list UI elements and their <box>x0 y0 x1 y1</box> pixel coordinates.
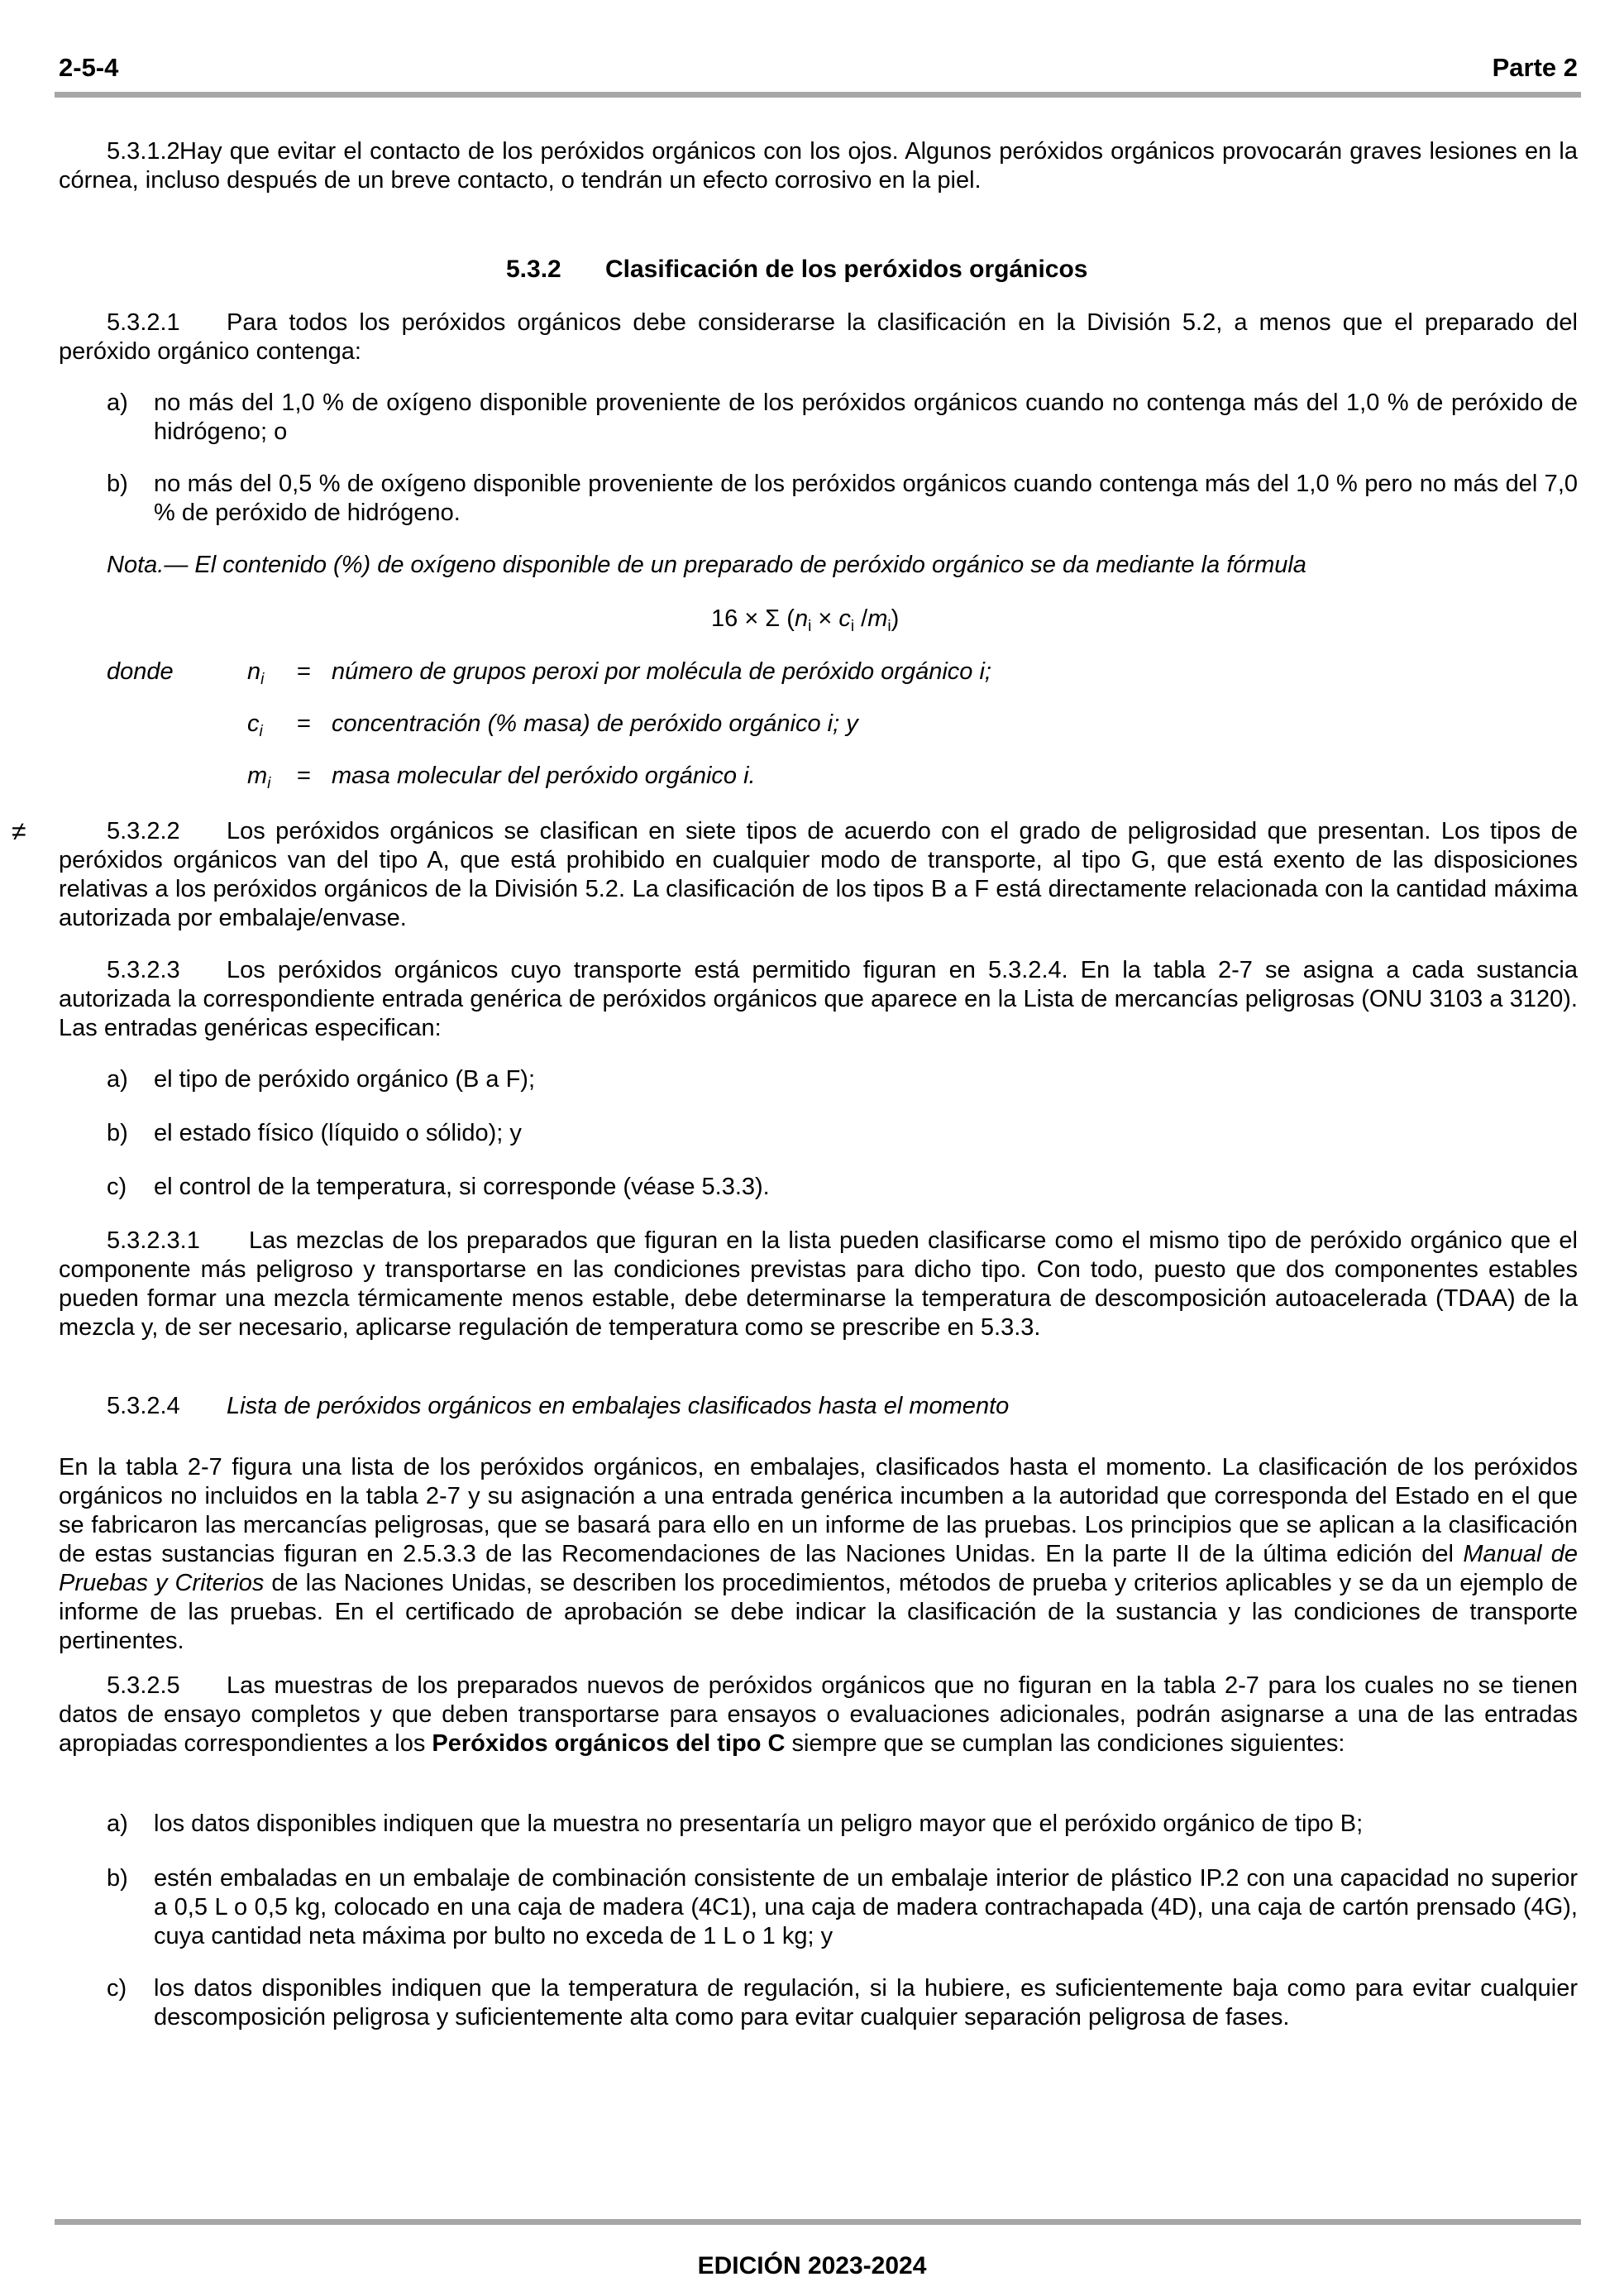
list-label: b) <box>107 1865 128 1892</box>
paragraph-number: 5.3.2.3 <box>107 957 180 983</box>
list-text: no más del 0,5 % de oxígeno disponible proveniente de los peróxidos orgánicos cuando contenga más del 1,0 % pero no más del 7,0 % de peróxido de hidrógeno. <box>154 471 1578 526</box>
change-mark: ≠ <box>12 816 26 846</box>
list-label: c) <box>107 1174 127 1200</box>
list-item <box>107 1864 1578 1951</box>
footer-rule <box>55 2219 1581 2225</box>
paragraph-text: En la tabla 2-7 figura una lista de los peróxidos orgánicos, en embalajes, clasificados hasta el momento. La clasificación de los peróxidos orgánicos no incluidos en la tabla 2-7 y su asignación a una entrada genérica incumben a la autoridad que corresponda del Estado en el que se fabricaron las mercancías peligrosas, que se basará para ello en un informe de las pruebas. Los principios que se aplican a la clasificación de estas sustancias figuran en 2.5.3.3 de las Recomendaciones de las Naciones Unidas. En la parte II de la última edición del <box>59 1454 1578 1567</box>
list-text: el estado físico (líquido o sólido); y <box>154 1120 522 1146</box>
paragraph-number: 5.3.2.2 <box>107 818 180 844</box>
list-label: b) <box>107 471 128 497</box>
definition-variable: $m_i$ <box>247 763 271 792</box>
definition-equals: = <box>297 710 311 737</box>
part-label: Parte 2 <box>1492 53 1578 82</box>
list-text: el tipo de peróxido orgánico (B a F); <box>154 1066 536 1093</box>
formula-subscript: i <box>808 618 812 635</box>
definition-text: masa molecular del peróxido orgánico i. <box>332 763 756 789</box>
paragraph-number: 5.3.2.4 <box>107 1393 180 1419</box>
paragraph-text: Los peróxidos orgánicos se clasifican en siete tipos de acuerdo con el grado de peligrosidad que presentan. Los tipos de peróxidos orgánicos van del tipo A, que está prohibido en cualquier modo de transporte, al tipo G, que está exento de las disposiciones relativas a los peróxidos orgánicos de la División 5.2. La clasificación de los tipos B a F está directamente relacionada con la cantidad máxima autorizada por embalaje/envase. <box>59 818 1578 931</box>
paragraph-5-3-1-2 <box>59 137 1578 195</box>
formula-n: n <box>794 605 809 632</box>
list-item <box>107 1119 1578 1148</box>
definition-equals: = <box>297 658 311 685</box>
formula-slash: / <box>854 605 868 632</box>
formula-subscript: i <box>850 618 855 635</box>
footer-edition: EDICIÓN 2023-2024 <box>697 2252 927 2279</box>
section-title: Clasificación de los peróxidos orgánicos <box>605 256 1088 283</box>
paragraph-5-3-2-5 <box>59 1672 1578 1758</box>
paragraph-text: Los peróxidos orgánicos cuyo transporte está permitido figuran en 5.3.2.4. En la tabla 2-7 se asigna a cada sustancia autorizada la correspondiente entrada genérica de peróxidos orgánicos que aparece en la Lista de mercancías peligrosas (ONU 3103 a 3120). Las entradas genéricas especifican: <box>59 957 1578 1041</box>
formula <box>711 605 899 634</box>
paragraph-text: siempre que se cumplan las condiciones siguientes: <box>785 1730 1345 1757</box>
list-item <box>107 1974 1578 2032</box>
formula-c: c <box>838 605 851 632</box>
list-item <box>107 470 1578 528</box>
formula-suffix: ) <box>891 605 900 632</box>
list-item <box>107 389 1578 447</box>
definition-variable: $n_i$ <box>247 658 265 688</box>
paragraph-number: 5.3.2.3.1 <box>107 1227 200 1254</box>
list-text: los datos disponibles indiquen que la muestra no presentaría un peligro mayor que el peróxido orgánico de tipo B; <box>154 1810 1364 1837</box>
list-item <box>107 1065 1578 1094</box>
list-label: b) <box>107 1120 128 1146</box>
list-text: estén embaladas en un embalaje de combinación consistente de un embalaje interior de plástico IP.2 con una capacidad no superior a 0,5 L o 0,5 kg, colocado en una caja de madera (4C1), una caja de madera contrachapada (4D), una caja de cartón prensado (4G), cuya cantidad neta máxima por bulto no exceda de 1 L o 1 kg; y <box>154 1865 1578 1949</box>
paragraph-text: Las mezclas de los preparados que figuran en la lista pueden clasificarse como el mismo tipo de peróxido orgánico que el componente más peligroso y transportarse en las condiciones previstas para dicho tipo. Con todo, puesto que dos componentes estables pueden formar una mezcla térmicamente menos estable, debe determinarse la temperatura de descomposición autoacelerada (TDAA) de la mezcla y, de ser necesario, aplicarse regulación de temperatura como se prescribe en 5.3.3. <box>59 1227 1578 1341</box>
donde-label: donde <box>107 658 174 685</box>
paragraph-number: 5.3.2.1 <box>107 309 180 336</box>
subsection-title: Lista de peróxidos orgánicos en embalajes clasificados hasta el momento <box>227 1393 1010 1419</box>
list-label: a) <box>107 1066 128 1093</box>
list-label: a) <box>107 1810 128 1837</box>
paragraph-text: Para todos los peróxidos orgánicos debe considerarse la clasificación en la División 5.2, a menos que el preparado del peróxido orgánico contenga: <box>59 309 1578 365</box>
paragraph-text: Las muestras de los preparados nuevos de peróxidos orgánicos que no figuran en la tabla 2-7 para los cuales no se tienen datos de ensayo completos y que deben transportarse para ensayos o evaluaciones adicionales, podrán asignarse a una de las entradas apropiadas correspondientes a los <box>59 1672 1578 1757</box>
formula-prefix: 16 × Σ ( <box>711 605 795 632</box>
definition-text: número de grupos peroxi por molécula de peróxido orgánico i; <box>332 658 991 685</box>
list-text: los datos disponibles indiquen que la temperatura de regulación, si la hubiere, es suficientemente baja como para evitar cualquier descomposición peligrosa y suficientemente alta como para evitar cualquier separación peligrosa de fases. <box>154 1975 1578 2031</box>
formula-m: m <box>867 605 888 632</box>
note <box>107 551 1578 580</box>
formula-subscript: i <box>887 618 891 635</box>
paragraph-number: 5.3.1.2 <box>107 138 180 165</box>
definition-text: concentración (% masa) de peróxido orgánico i; y <box>332 710 858 737</box>
list-label: c) <box>107 1975 127 2002</box>
paragraph-5-3-2-3-1 <box>59 1227 1578 1342</box>
list-label: a) <box>107 390 128 416</box>
bold-entry: Peróxidos orgánicos del tipo C <box>432 1730 786 1757</box>
formula-times: × <box>811 605 839 632</box>
paragraph-5-3-2-1 <box>59 309 1578 366</box>
list-text: el control de la temperatura, si corresponde (véase 5.3.3). <box>154 1174 770 1200</box>
paragraph-tabla <box>59 1453 1578 1656</box>
section-heading <box>506 255 1088 284</box>
list-item <box>107 1810 1578 1839</box>
list-item <box>107 1173 1578 1202</box>
manual-title: Manual de Pruebas y Criterios <box>59 1541 1579 1596</box>
note-text: El contenido (%) de oxígeno disponible de un preparado de peróxido orgánico se da mediante la fórmula <box>194 552 1306 578</box>
paragraph-text: Hay que evitar el contacto de los peróxidos orgánicos con los ojos. Algunos peróxidos orgánicos provocarán graves lesiones en la córnea, incluso después de un breve contacto, o tendrán un efecto corrosivo en la piel. <box>59 138 1578 194</box>
paragraph-text: de las Naciones Unidas, se describen los procedimientos, métodos de prueba y criterios aplicables y se da un ejemplo de informe de las pruebas. En el certificado de aprobación se debe indicar la clasificación de la sustancia y las condiciones de transporte pertinentes. <box>59 1570 1578 1654</box>
definition-variable: $c_i$ <box>247 710 263 740</box>
list-text: no más del 1,0 % de oxígeno disponible proveniente de los peróxidos orgánicos cuando no contenga más del 1,0 % de peróxido de hidrógeno; o <box>154 390 1578 445</box>
page-number: 2-5-4 <box>59 53 119 82</box>
note-label: Nota.— <box>107 552 189 578</box>
paragraph-5-3-2-3 <box>59 956 1578 1043</box>
section-number: 5.3.2 <box>506 256 561 283</box>
header-rule <box>55 92 1581 98</box>
definition-equals: = <box>297 763 311 789</box>
paragraph-number: 5.3.2.5 <box>107 1672 180 1699</box>
paragraph-5-3-2-2 <box>59 817 1578 933</box>
subsection-5-3-2-4 <box>59 1392 1009 1421</box>
